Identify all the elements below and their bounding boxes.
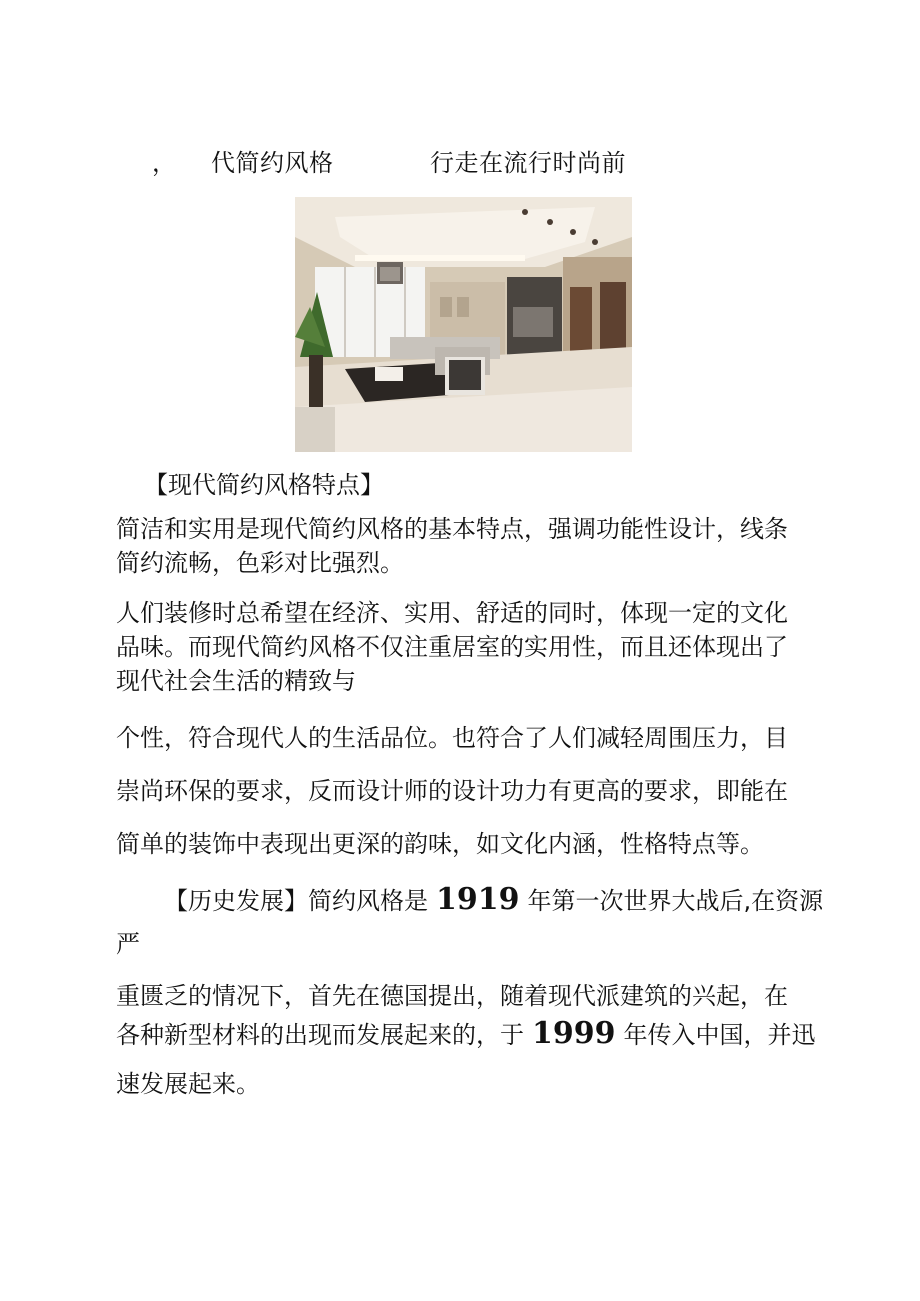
history-line-2: 严 [116, 930, 140, 958]
paragraph-line: 简约流畅，色彩对比强烈。 [116, 549, 404, 577]
title-part-1: 代简约风格 [211, 149, 334, 177]
paragraph-taste [116, 596, 816, 698]
paragraph-line: 个性，符合现代人的生活品位。也符合了人们减轻周围压力，目 [116, 724, 788, 752]
history-text-1: 简约风格是 [308, 887, 428, 915]
living-room-photo [295, 197, 632, 452]
history-line-4 [116, 1014, 816, 1055]
history-year-1919: 1919 [436, 882, 520, 917]
paragraph-line: 现代社会生活的精致与 [116, 667, 356, 695]
paragraph-features [116, 512, 816, 580]
history-line-3: 重匮乏的情况下，首先在德国提出，随着现代派建筑的兴起，在 [116, 982, 788, 1010]
paragraph-line: 简洁和实用是现代简约风格的基本特点，强调功能性设计，线条 [116, 515, 788, 543]
paragraph-personality [116, 712, 816, 871]
history-line-4b: 年传入中国，并迅 [623, 1021, 816, 1049]
paragraph-line: 品味。而现代简约风格不仅注重居室的实用性，而且还体现出了 [116, 633, 788, 661]
history-year-1999: 1999 [532, 1016, 616, 1051]
title-part-2: 行走在流行时尚前 [430, 149, 626, 177]
history-line-4a: 各种新型材料的出现而发展起来的，于 [116, 1021, 524, 1049]
paragraph-line: 简单的装饰中表现出更深的韵味，如文化内涵，性格特点等。 [116, 830, 764, 858]
history-heading: 【历史发展】 [164, 887, 308, 915]
history-first-line [164, 880, 823, 921]
history-text-2: 年第一次世界大战后,在资源 [527, 887, 824, 915]
paragraph-line: 崇尚环保的要求，反而设计师的设计功力有更高的要求，即能在 [116, 777, 788, 805]
title-comma: ， [152, 149, 177, 177]
history-line-5: 速发展起来。 [116, 1070, 260, 1098]
section-heading-features: 【现代简约风格特点】 [144, 471, 384, 499]
paragraph-line: 人们装修时总希望在经济、实用、舒适的同时，体现一定的文化 [116, 599, 788, 627]
